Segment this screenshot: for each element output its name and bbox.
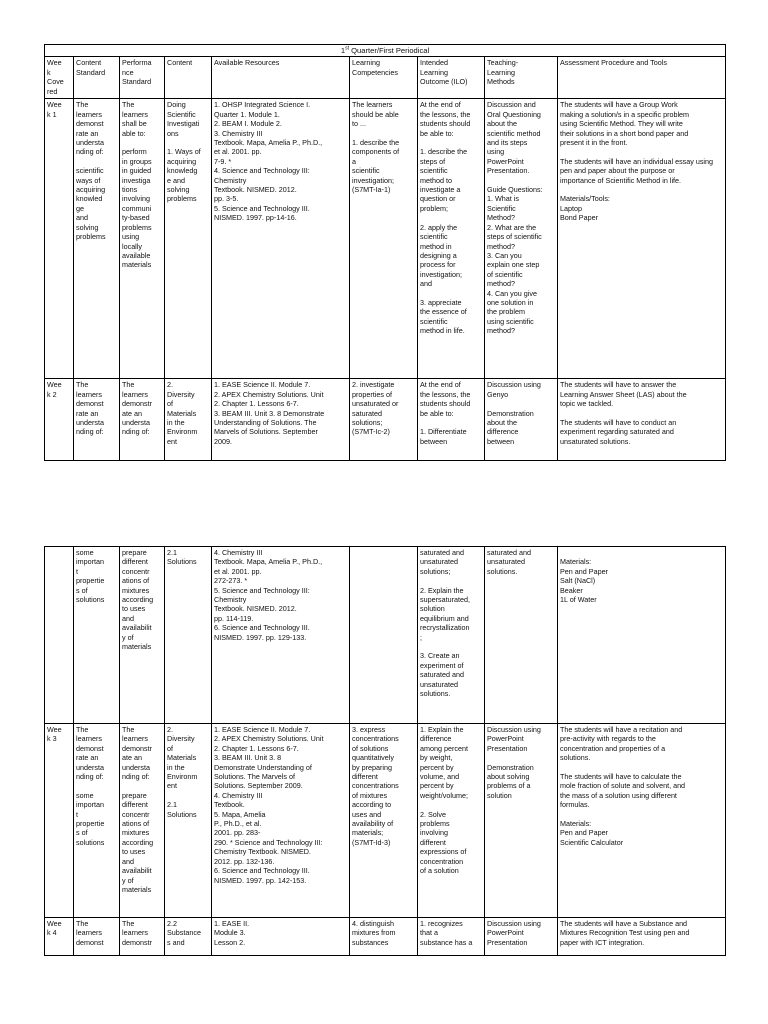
content-cell: 2. Diversity of Materials in the Environm ent bbox=[165, 379, 212, 461]
table-row bbox=[45, 547, 726, 724]
resources-cell: 4. Chemistry III Textbook. Mapa, Amelia P., Ph.D., et al. 2001. pp. 272-273. * 5. Science and Technology III: Chemistry Textbook. NISMED. 2012. pp. 114-119. 6. Science and Technology III. NISMED. 1997. pp. 129-133. bbox=[212, 547, 350, 724]
methods-cell: Discussion and Oral Questioning about the scientific method and its steps using PowerPoint Presentation. Guide Questions: 1. What is Scientific Method? 2. What are the steps of scientific method? 3. Can you explain one step of scientific method? 4. Can you give one solution in the problem using scientific method? bbox=[485, 99, 558, 379]
assessment-cell: The students will have a recitation and pre-activity with regards to the concentration and properties of a solutions. The students will have to calculate the mole fraction of solute and solvent, and the mass of a solution using different formulas. Materials: Pen and Paper Scientific Calculator bbox=[558, 724, 726, 918]
methods-cell: Discussion using Genyo Demonstration about the difference between bbox=[485, 379, 558, 461]
resources-cell: 1. EASE Science II. Module 7. 2. APEX Chemistry Solutions. Unit 2. Chapter 1. Lessons 6-7. 3. BEAM III. Unit 3. 8 Demonstrate Understanding of Solutions. The Marvels of Solutions. September 2009. 4. Chemistry III Textbook. 5. Mapa, Amelia P., Ph.D., et al. 2001. pp. 283- 290. * Science and Technology III: Chemistry Textbook. NISMED. 2012. pp. 132-136. 6. Science and Technology III. NISMED. 1997. pp. 142-153. bbox=[212, 724, 350, 918]
week-cell: Wee k 1 bbox=[45, 99, 74, 379]
table-row bbox=[45, 724, 726, 918]
content-standard-cell: The learners demonst bbox=[74, 918, 120, 956]
resources-cell: 1. EASE Science II. Module 7. 2. APEX Chemistry Solutions. Unit 2. Chapter 1. Lessons 6-7. 3. BEAM III. Unit 3. 8 Demonstrate Understanding of Solutions. The Marvels of Solutions. September 2009. bbox=[212, 379, 350, 461]
header-content-standard: Content Standard bbox=[74, 57, 120, 99]
content-cell: 2.1 Solutions bbox=[165, 547, 212, 724]
assessment-cell: The students will have a Group Work making a solution/s in a specific problem using Scientific Method. They will write their solutions in a short bond paper and present it in the front. The students will have an individual essay using pen and paper about the purpose or importance of Scientific Method in life. Materials/Tools: Laptop Bond Paper bbox=[558, 99, 726, 379]
performance-standard-cell: The learners shall be able to: perform in groups in guided investiga tions involving communi ty-based problems using locally available materials bbox=[120, 99, 165, 379]
week-cell bbox=[45, 547, 74, 724]
competencies-cell: The learners should be able to ... 1. describe the components of a scientific investigation; (S7MT-Ia-1) bbox=[350, 99, 418, 379]
performance-standard-cell: prepare different concentr ations of mixtures according to uses and availabilit y of materials bbox=[120, 547, 165, 724]
performance-standard-cell: The learners demonstr ate an understa nding of: prepare different concentr ations of mixtures according to uses and availabilit y of materials bbox=[120, 724, 165, 918]
content-standard-cell: The learners demonst rate an understa nding of: some importan t propertie s of solutions bbox=[74, 724, 120, 918]
table-row bbox=[45, 379, 726, 461]
header-content: Content bbox=[165, 57, 212, 99]
competencies-cell bbox=[350, 547, 418, 724]
header-assessment: Assessment Procedure and Tools bbox=[558, 57, 726, 99]
curriculum-table-top bbox=[44, 44, 726, 461]
header-resources: Available Resources bbox=[212, 57, 350, 99]
competencies-cell: 3. express concentrations of solutions quantitatively by preparing different concentrations of mixtures according to uses and availability of materials; (S7MT-Id-3) bbox=[350, 724, 418, 918]
quarter-title-row bbox=[45, 45, 726, 57]
ilo-cell: 1. recognizes that a substance has a bbox=[418, 918, 485, 956]
table-row bbox=[45, 918, 726, 956]
competencies-cell: 2. investigate properties of unsaturated or saturated solutions; (S7MT-Ic-2) bbox=[350, 379, 418, 461]
methods-cell: Discussion using PowerPoint Presentation Demonstration about solving problems of a solution bbox=[485, 724, 558, 918]
content-cell: 2.2 Substance s and bbox=[165, 918, 212, 956]
header-performance-standard: Performa nce Standard bbox=[120, 57, 165, 99]
performance-standard-cell: The learners demonstr ate an understa nding of: bbox=[120, 379, 165, 461]
week-cell: Wee k 4 bbox=[45, 918, 74, 956]
week-cell: Wee k 3 bbox=[45, 724, 74, 918]
ilo-cell: At the end of the lessons, the students should be able to: 1. describe the steps of scientific method to investigate a question or problem; 2. apply the scientific method in designing a process for investigation; and 3. appreciate the essence of scientific method in life. bbox=[418, 99, 485, 379]
quarter-title: 1st Quarter/First Periodical bbox=[45, 45, 726, 57]
methods-cell: Discussion using PowerPoint Presentation bbox=[485, 918, 558, 956]
curriculum-table-bottom bbox=[44, 546, 726, 956]
header-ilo: Intended Learning Outcome (ILO) bbox=[418, 57, 485, 99]
ilo-cell: 1. Explain the difference among percent by weight, percent by volume, and percent by weight/volume; 2. Solve problems involving different expressions of concentration of a solution bbox=[418, 724, 485, 918]
table-row bbox=[45, 99, 726, 379]
header-competencies: Learning Competencies bbox=[350, 57, 418, 99]
assessment-cell: The students will have a Substance and Mixtures Recognition Test using pen and paper with ICT integration. bbox=[558, 918, 726, 956]
top-table-block bbox=[44, 44, 725, 461]
resources-cell: 1. EASE II. Module 3. Lesson 2. bbox=[212, 918, 350, 956]
methods-cell: saturated and unsaturated solutions. bbox=[485, 547, 558, 724]
ilo-cell: At the end of the lessons, the students should be able to: 1. Differentiate between bbox=[418, 379, 485, 461]
header-methods: Teaching- Learning Methods bbox=[485, 57, 558, 99]
content-cell: 2. Diversity of Materials in the Environm ent 2.1 Solutions bbox=[165, 724, 212, 918]
content-cell: Doing Scientific Investigati ons 1. Ways of acquiring knowledg e and solving problems bbox=[165, 99, 212, 379]
competencies-cell: 4. distinguish mixtures from substances bbox=[350, 918, 418, 956]
content-standard-cell: The learners demonst rate an understa nding of: scientific ways of acquiring knowled ge and solving problems bbox=[74, 99, 120, 379]
bottom-table-block bbox=[44, 546, 725, 956]
performance-standard-cell: The learners demonstr bbox=[120, 918, 165, 956]
header-week: Wee k Cove red bbox=[45, 57, 74, 99]
assessment-cell: The students will have to answer the Learning Answer Sheet (LAS) about the topic we tackled. The students will have to conduct an experiment regarding saturated and unsaturated solutions. bbox=[558, 379, 726, 461]
assessment-cell: Materials: Pen and Paper Salt (NaCl) Beaker 1L of Water bbox=[558, 547, 726, 724]
content-standard-cell: The learners demonst rate an understa nding of: bbox=[74, 379, 120, 461]
header-row bbox=[45, 57, 726, 99]
content-standard-cell: some importan t propertie s of solutions bbox=[74, 547, 120, 724]
week-cell: Wee k 2 bbox=[45, 379, 74, 461]
resources-cell: 1. OHSP Integrated Science I. Quarter 1. Module 1. 2. BEAM I. Module 2. 3. Chemistry III Textbook. Mapa, Amelia P., Ph.D., et al. 2001. pp. 7-9. * 4. Science and Technology III: Chemistry Textbook. NISMED. 2012. pp. 3-5. 5. Science and Technology III. NISMED. 1997. pp-14-16. bbox=[212, 99, 350, 379]
ilo-cell: saturated and unsaturated solutions; 2. Explain the supersaturated, solution equilibrium and recrystallization ; 3. Create an experiment of saturated and unsaturated solutions. bbox=[418, 547, 485, 724]
